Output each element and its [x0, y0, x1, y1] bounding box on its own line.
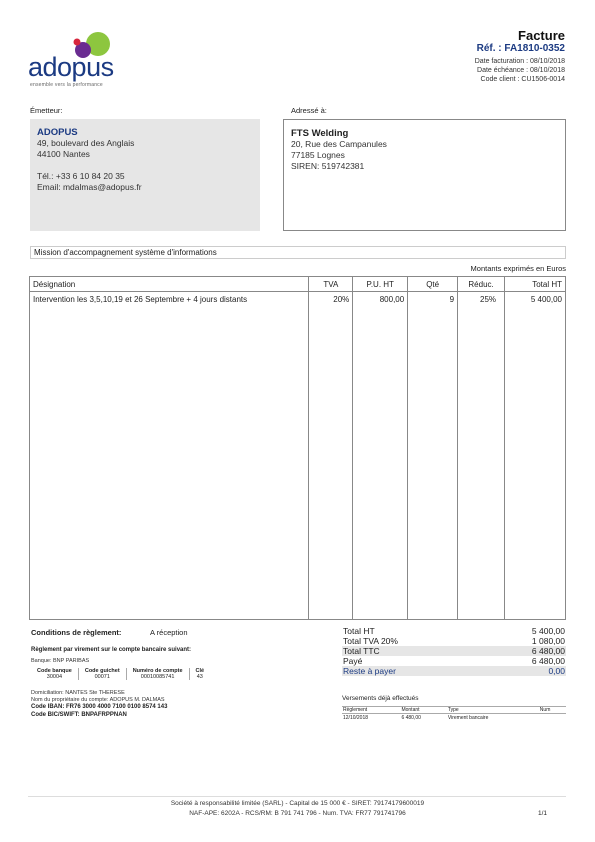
col-header-tva: TVA: [309, 277, 353, 292]
payment-conditions-label: Conditions de règlement:: [31, 628, 122, 637]
mission-description: Mission d'accompagnement système d'informations: [30, 246, 566, 259]
bank-header-numero-compte: Numéro de compte: [126, 668, 189, 674]
bank-account-owner: Nom du propriétaire du compte: ADOPUS M. DALMAS: [31, 697, 165, 703]
invoice-due-date: Date échéance : 08/10/2018: [477, 67, 565, 74]
payments-header-montant: Montant: [400, 707, 446, 714]
col-header-total-ht: Total HT: [505, 277, 566, 292]
bank-numero-compte: 00010085741: [126, 674, 189, 680]
remaining-row: [342, 666, 566, 676]
bank-transfer-label: Règlement par virement sur le compte bancaire suivant:: [31, 647, 192, 653]
total-ttc-row: [342, 646, 566, 656]
payments-header-reglement: Règlement: [342, 707, 400, 714]
total-tva-row: [342, 636, 566, 646]
table-header-row: [30, 277, 566, 292]
bank-bic: Code BIC/SWIFT: BNPAFRPPNAN: [31, 712, 127, 718]
total-ht-label: Total HT: [343, 626, 375, 636]
remaining-label: Reste à payer: [342, 666, 481, 676]
totals-table: [342, 626, 566, 676]
payments-header-num: Num: [539, 707, 566, 714]
company-logo-text: adopus: [28, 52, 114, 82]
invoice-title: Facture: [518, 28, 565, 43]
recipient-address-line2: 77185 Lognes: [291, 150, 345, 160]
bank-iban: Code IBAN: FR76 3000 4000 7100 0100 8574 143: [31, 704, 168, 710]
page-number: 1/1: [537, 810, 547, 817]
invoice-items-table: [29, 276, 566, 620]
col-header-qte: Qté: [408, 277, 458, 292]
bank-values-row: [31, 674, 210, 680]
footer-divider: [28, 796, 566, 797]
bank-name: Banque: BNP PARIBAS: [31, 658, 90, 664]
footer-legal-line2: NAF-APE: 6202A - RCS/RM: B 791 741 796 - Num. TVA: FR77 791741796: [189, 810, 406, 817]
invoice-client-code: Code client : CU1506-0014: [480, 76, 565, 83]
payment-date: 12/10/2018: [343, 715, 369, 721]
payments-header-row: [342, 707, 566, 714]
col-header-pu-ht: P.U. HT: [353, 277, 408, 292]
col-header-designation: Désignation: [30, 277, 309, 292]
payments-header-type: Type: [447, 707, 539, 714]
sender-address-line1: 49, boulevard des Anglais: [37, 138, 135, 148]
recipient-siren: SIREN: 519742381: [291, 161, 365, 171]
company-tagline: ensemble vers la performance: [30, 82, 103, 88]
bank-cle: 43: [189, 674, 210, 680]
total-ht-value: 5 400,00: [531, 626, 565, 636]
paid-label: Payé: [343, 656, 363, 666]
payment-num: [539, 714, 566, 723]
paid-value: 6 480,00: [531, 656, 565, 666]
bank-details-table: [31, 668, 210, 680]
currency-note: Montants exprimés en Euros: [470, 264, 566, 273]
col-header-reduc: Réduc.: [458, 277, 505, 292]
recipient-label: Adressé à:: [291, 106, 327, 115]
payment-type: Virement bancaire: [447, 715, 489, 721]
total-ttc-value: 6 480,00: [481, 646, 566, 656]
bank-header-cle: Clé: [189, 668, 210, 674]
cell-qte: 9: [408, 292, 458, 620]
bank-code-banque: 30004: [46, 674, 63, 680]
table-row: [30, 292, 566, 620]
sender-phone: Tél.: +33 6 10 84 20 35: [37, 171, 125, 181]
sender-name: ADOPUS: [37, 127, 78, 138]
total-ttc-label: Total TTC: [342, 646, 481, 656]
total-tva-value: 1 080,00: [531, 636, 565, 646]
table-row: [342, 714, 566, 723]
total-tva-label: Total TVA 20%: [343, 636, 398, 646]
recipient-box: [283, 119, 566, 231]
sender-email: Email: mdalmas@adopus.fr: [37, 182, 142, 192]
logo-red-bubble: [74, 39, 81, 46]
bank-header-code-guichet: Code guichet: [78, 668, 126, 674]
cell-pu-ht: 800,00: [353, 292, 408, 620]
payment-amount: 6 480,00: [401, 715, 421, 721]
sender-label: Émetteur:: [30, 106, 63, 115]
footer-legal-line1: Société à responsabilité limitée (SARL) - Capital de 15 000 € - SIRET: 79174179600019: [170, 800, 425, 807]
payments-made-table: [342, 706, 566, 722]
payment-conditions-value: A réception: [150, 628, 188, 637]
total-ht-row: [342, 626, 566, 636]
paid-row: [342, 656, 566, 666]
bank-code-guichet: 00071: [78, 674, 126, 680]
cell-total-ht: 5 400,00: [505, 292, 566, 620]
cell-designation: Intervention les 3,5,10,19 et 26 Septembre + 4 jours distants: [30, 292, 309, 620]
recipient-name: FTS Welding: [291, 128, 349, 139]
bank-header-code-banque: Code banque: [37, 668, 72, 674]
bank-domiciliation: Domiciliation: NANTES Ste THERESE: [31, 690, 125, 696]
sender-box: [30, 119, 260, 231]
cell-tva: 20%: [309, 292, 353, 620]
remaining-value: 0,00: [481, 666, 566, 676]
payments-made-title: Versements déjà effectués: [342, 695, 419, 702]
invoice-ref: Réf. : FA1810-0352: [476, 43, 565, 54]
recipient-address-line1: 20, Rue des Campanules: [291, 139, 387, 149]
cell-reduc: 25%: [458, 292, 505, 620]
sender-address-line2: 44100 Nantes: [37, 149, 90, 159]
invoice-date: Date facturation : 08/10/2018: [474, 58, 565, 65]
